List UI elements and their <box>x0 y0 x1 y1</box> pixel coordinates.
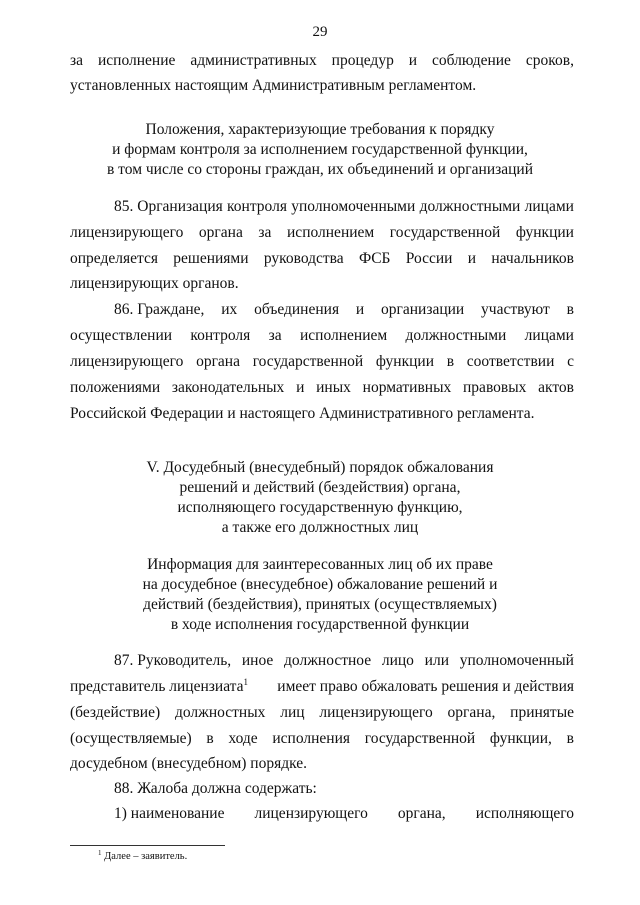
footnote-reference[interactable]: 1 <box>243 677 249 687</box>
p85-line-4: лицензирующих органов. <box>70 275 239 292</box>
word: должностное <box>284 652 372 669</box>
p87-line-1 <box>114 651 574 671</box>
word: должностными <box>419 198 521 215</box>
word: должностных <box>174 704 266 721</box>
word: их <box>221 301 238 318</box>
p88-item-1 <box>114 804 574 824</box>
intro-line-1 <box>70 51 574 71</box>
word: государственной <box>252 353 364 370</box>
page-number: 29 <box>312 24 328 40</box>
p86-line-5: Российской Федерации и настоящего Административного регламента. <box>70 405 535 422</box>
section-5-heading-line-1: V. Досудебный (внесудебный) порядок обжалования <box>146 459 494 476</box>
word: сроков, <box>525 52 574 69</box>
word: 87. Руководитель, <box>114 652 232 669</box>
footnote-separator <box>70 845 225 846</box>
p87-line-2 <box>70 677 574 697</box>
word: организации <box>381 301 465 318</box>
word: (осуществляемые) <box>70 730 192 747</box>
word: лиц <box>280 704 305 721</box>
word: уполномоченными <box>291 198 416 215</box>
word: соответствии <box>466 353 555 370</box>
p87-representative-text: представитель лицензиата <box>70 678 244 695</box>
word: исполнения <box>272 730 351 747</box>
word: лицензирующего <box>70 353 184 370</box>
section-5-heading-line-4: а также его должностных лиц <box>221 519 419 536</box>
word: за <box>268 327 282 344</box>
word: органа, <box>397 805 446 822</box>
word: контроля <box>190 327 251 344</box>
word: России <box>405 250 453 267</box>
section-5-heading-line-2: решений и действий (бездействия) органа, <box>179 479 461 496</box>
word: ходе <box>228 730 258 747</box>
p87-line-5: досудебном (внесудебном) порядке. <box>70 755 308 772</box>
word: ФСБ <box>358 250 391 267</box>
p87-line-4 <box>70 729 574 749</box>
footnote <box>98 851 187 862</box>
word: решениями <box>173 250 249 267</box>
word: иных <box>316 379 351 396</box>
word: лицами <box>524 198 574 215</box>
word: нормативных <box>362 379 452 396</box>
p86-line-3 <box>70 352 574 372</box>
word: в <box>446 353 455 370</box>
word: административных <box>190 52 317 69</box>
word: соблюдение <box>432 52 511 69</box>
word: процедур <box>331 52 394 69</box>
word: исполнение <box>97 52 176 69</box>
word: исполняющего <box>475 805 574 822</box>
word: и <box>355 301 365 318</box>
word: положениями <box>70 379 161 396</box>
word: функции <box>515 224 574 241</box>
word: лицензирующего <box>70 224 184 241</box>
word: лицензирующего <box>319 704 433 721</box>
word: актов <box>538 379 574 396</box>
word: органа <box>196 353 240 370</box>
heading-control-line-2: и формам контроля за исполнением государственной функции, <box>112 141 528 158</box>
word: государственной <box>389 224 501 241</box>
intro-line-2: установленных настоящим Административным регламентом. <box>70 77 477 94</box>
p87-line-2-end: имеет право обжаловать решения и действия <box>277 678 574 695</box>
info-heading-line-4: в ходе исполнения государственной функции <box>170 616 470 633</box>
heading-control-line-1: Положения, характеризующие требования к порядку <box>145 121 495 138</box>
section-5-heading-line-3: исполняющего государственную функцию, <box>177 499 463 516</box>
word: или <box>424 652 449 669</box>
word: лицензирующего <box>254 805 368 822</box>
word: законодательных <box>171 379 285 396</box>
word: функции, <box>489 730 552 747</box>
word: иное <box>241 652 274 669</box>
word: определяется <box>70 250 158 267</box>
footnote-mark: 1 <box>98 849 102 857</box>
word: за <box>258 224 272 241</box>
word: 1) наименование <box>114 805 225 822</box>
p86-line-2 <box>70 326 574 346</box>
word: руководства <box>263 250 344 267</box>
word: лицо <box>381 652 414 669</box>
p85-line-1 <box>114 197 574 217</box>
heading-control-line-3: в том числе со стороны граждан, их объединений и организаций <box>106 161 533 178</box>
p88-line-1: 88. Жалоба должна содержать: <box>114 780 317 797</box>
info-heading-line-3: действий (бездействия), принятых (осуществляемых) <box>143 596 497 613</box>
footnote-text: Далее – заявитель. <box>104 851 188 862</box>
word: правовых <box>463 379 527 396</box>
word: и <box>296 379 305 396</box>
info-heading-line-1: Информация для заинтересованных лиц об их праве <box>147 556 493 573</box>
p85-line-3 <box>70 249 574 269</box>
p87-line-2-start <box>70 677 248 697</box>
p86-line-1 <box>114 300 574 320</box>
info-heading-line-2: на досудебное (внесудебное) обжалование решений и <box>142 576 498 593</box>
word: принятые <box>510 704 574 721</box>
word: начальников <box>491 250 574 267</box>
word: осуществлении <box>70 327 173 344</box>
p85-line-2 <box>70 223 574 243</box>
word: органа <box>198 224 243 241</box>
word: уполномоченный <box>459 652 574 669</box>
p86-line-4 <box>70 378 574 398</box>
word: за <box>70 52 84 69</box>
word: государственной <box>364 730 476 747</box>
word: лицами <box>524 327 574 344</box>
word: контроля <box>227 198 287 215</box>
word: в <box>206 730 214 747</box>
word: функции <box>375 353 435 370</box>
word: 86. Граждане, <box>114 301 205 318</box>
word: органа, <box>447 704 496 721</box>
p87-line-3 <box>70 703 574 723</box>
word: должностными <box>405 327 507 344</box>
word: в <box>566 730 574 747</box>
word: и <box>408 52 418 69</box>
word: участвуют <box>481 301 550 318</box>
word: 85. Организация <box>114 198 223 215</box>
word: объединения <box>254 301 340 318</box>
word: исполнением <box>300 327 388 344</box>
word: (бездействие) <box>70 704 161 721</box>
word: исполнением <box>287 224 375 241</box>
word: и <box>467 250 477 267</box>
word: с <box>567 353 574 370</box>
word: в <box>566 301 574 318</box>
